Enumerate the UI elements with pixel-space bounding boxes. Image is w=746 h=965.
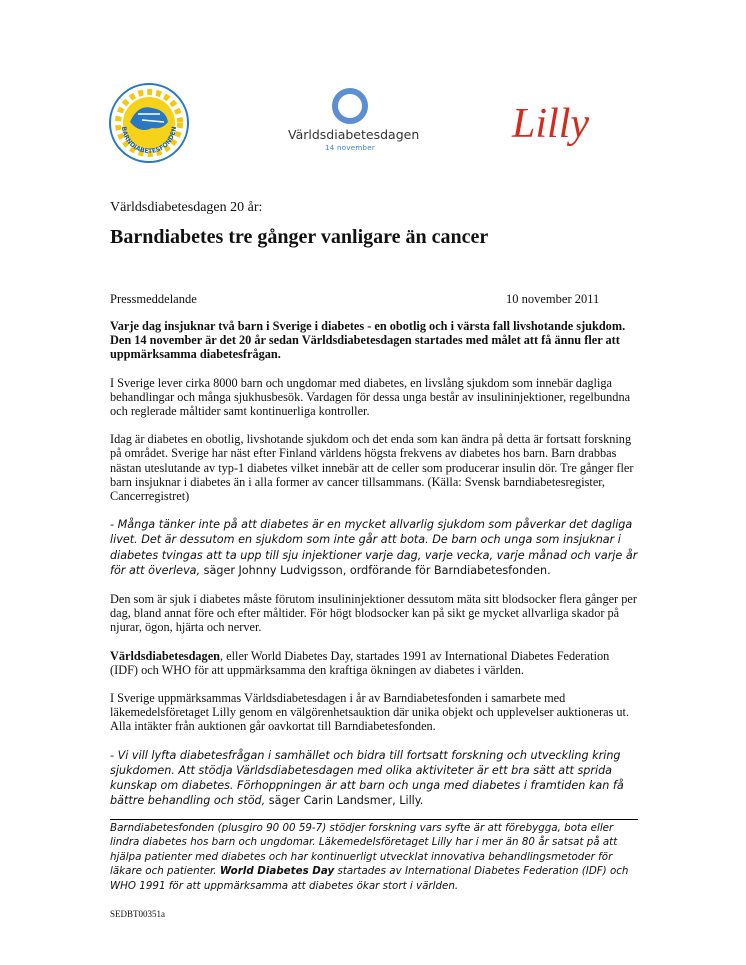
quote-paragraph-1 [110,517,640,578]
wdd-bold-term: Världsdiabetesdagen [110,648,220,663]
barndiabetesfonden-logo-text: BARNDIABETESFONDEN [119,126,179,156]
wdd-logo-name: Världsdiabetesdagen [288,127,420,142]
release-date: 10 november 2011 [506,292,600,306]
blue-circle-icon [330,86,370,126]
footer-text-2: startades av International Diabetes Federation (IDF) och WHO 1991 för att uppmärksamma att diabetes ökar stort i världen. [110,865,629,892]
lead-paragraph: Varje dag insjuknar två barn i Sverige i diabetes - en obotlig och i värsta fall livshotande sjukdom. Den 14 november är det 20 år sedan Världsdiabetesdagen startades med målet att få ännu fler att uppmärksamma diabetesfrågan. [110,319,626,362]
barndiabetesfonden-logo [108,82,190,164]
body-paragraph-4-rest: , eller World Diabetes Day, startades 1991 av International Diabetes Federation (IDF) och WHO för att uppmärksamma den kraftiga ökningen av diabetes i världen. [110,648,610,677]
release-type: Pressmeddelande [110,292,197,306]
body-paragraph-5: I Sverige uppmärksammas Världsdiabetesdagen i år av Barndiabetesfonden i samarbete med läkemedelsföretaget Lilly genom en välgörenhetsauktion där unika objekt och upplevelser auktioneras ut. Alla intäkter från auktionen går oavkortat till Barndiabetesfonden. [110,691,630,734]
wdd-logo-date: 14 november [324,144,376,152]
kicker: Världsdiabetesdagen 20 år: [110,200,263,215]
quote-1-attribution: säger Johnny Ludvigsson, ordförande för Barndiabetesfonden. [200,563,551,577]
headline: Barndiabetes tre gånger vanligare än cancer [110,226,489,248]
body-paragraph-1: I Sverige lever cirka 8000 barn och ungdomar med diabetes, en livslång sjukdom som innebär dagliga behandlingar och många sjukhusbesök. Vardagen för dessa unga består av insulininjektioner, regelbundna och reglerade måltider samt kontinuerliga kontroller. [110,375,631,419]
quote-2-text: - Vi vill lyfta diabetesfrågan i samhället och bidra till fortsatt forskning och utveckling kring sjukdomen. Att stödja Världsdiabetesdagen med olika aktiviteter är ett bra sätt att sprida kunskap om diabetes. Förhoppningen är att barn och unga med diabetes i framtiden kan få bättre behandling och stöd, [110,748,624,808]
quote-1-text: - Många tänker inte på att diabetes är en mycket allvarlig sjukdom som påverkar det dagliga livet. Det är dessutom en sjukdom som inte går att bota. De barn och unga som insjuknar i diabetes tvingas att ta upp till sju injektioner varje dag, varje vecka, varje månad och varje år för att överleva, [110,518,638,577]
body-paragraph-3: Den som är sjuk i diabetes måste förutom insulininjektioner dessutom mäta sitt blodsocker flera gånger per dag, bland annat före och efter måltider. För högt blodsocker kan på sikt ge mycket allvarliga skador på njurar, ögon, hjärta och nerver. [110,592,637,635]
footer-divider [110,819,638,820]
footer-text-1: Barndiabetesfonden (plusgiro 90 00 59-7) stödjer forskning vars syfte är att förebygga, bota eller lindra diabetes hos barn och ungdomar. Läkemedelsföretaget Lilly har i mer än 80 år satsat på att hjälpa patienter med diabetes och har kontinuerligt utvecklat innovativa behandlingsmetoder för läkare och patienter. [110,822,618,878]
press-release-body [110,319,640,822]
document-id: SEDBT00351a [110,909,165,919]
body-paragraph-4 [110,649,640,677]
footer-bold-term: World Diabetes Day [219,865,335,878]
quote-2-attribution: säger Carin Landsmer, Lilly. [265,794,424,808]
quote-paragraph-2 [110,748,640,809]
worlddiabetesday-logo [288,86,420,166]
footer-note [110,821,640,893]
body-paragraph-2: Idag är diabetes en obotlig, livshotande sjukdom och det enda som kan ändra på detta är fortsatt forskning på området. Sverige har näst efter Finland världens högsta frekvens av diabetes hos barn. Barn drabbas nästan uteslutande av typ-1 diabetes vilket innebär att de celler som producerar insulin dör. Tre gånger fler barn insjuknar i diabetes än i alla former av cancer tillsammans. (Källa: Svensk barndiabetesregister, Cancerregistret) [110,432,634,504]
lilly-logo-text: Lilly [512,101,590,147]
lilly-logo [510,95,610,151]
